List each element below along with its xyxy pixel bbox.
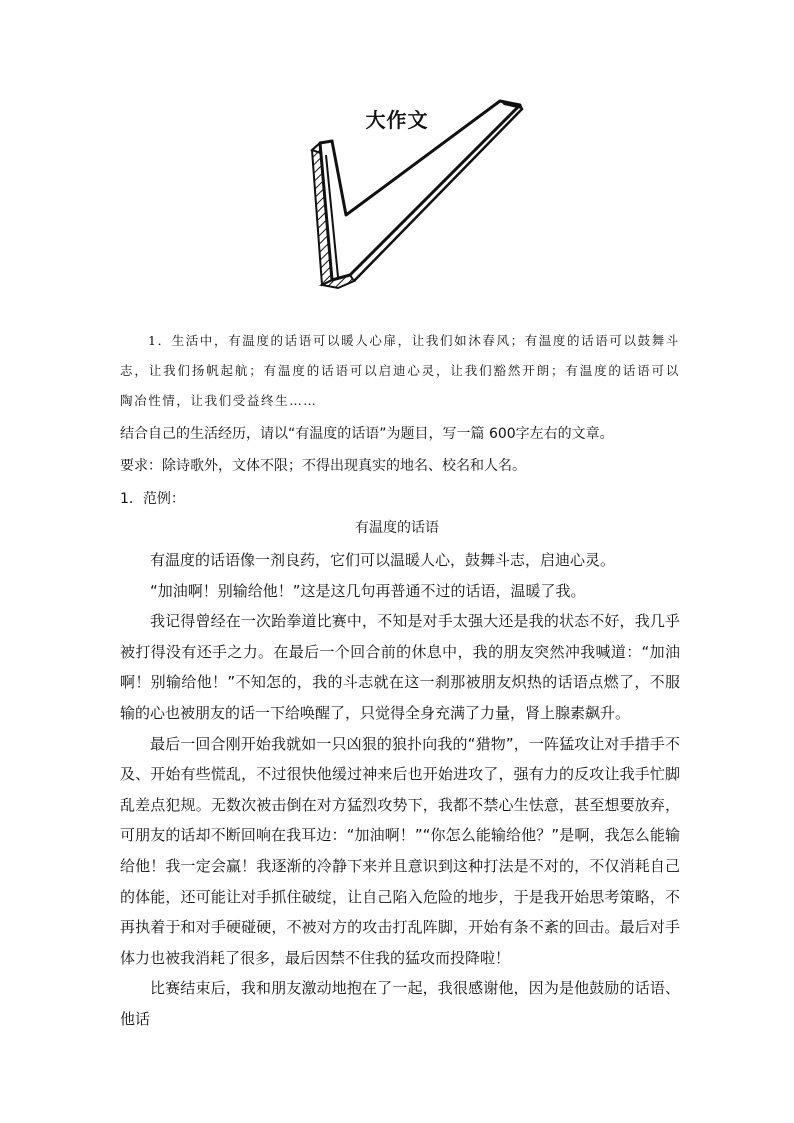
essay-paragraph: 最后一回合刚开始我就如一只凶狠的狼扑向我的“猎物”，一阵猛攻让对手措手不及、开始有些慌乱，不过很快他缓过神来后也开始进攻了，强有力的反攻让我手忙脚乱差点犯规。无数次被击倒在对方猛烈攻势下，我都不禁心生怯意，甚至想要放弃，可朋友的话却不断回响在我耳边：“加油啊！”“你怎么能输给他？”是啊，我怎么能输给他！我一定会赢！我逐渐的冷静下来并且意识到这种打法是不对的，不仅消耗自己的体能，还可能让对手抓住破绽，让自己陷入危险的地步，于是我开始思考策略，不再执着于和对手硬碰硬，不被对方的攻击打乱阵脚，开始有条不紊的回击。最后对手体力也被我消耗了很多，最后因禁不住我的猛攻而投降啦！ [120,734,680,967]
essay-paragraph: 我记得曾经在一次跆拳道比赛中，不知是对手太强大还是我的状态不好，我几乎被打得没有还手之力。在最后一个回合前的休息中，我的朋友突然冲我喊道：“加油啊！别输给他！”不知怎的，我的斗志就在这一刹那被朋友炽热的话语点燃了，不服输的心也被朋友的话一下给唤醒了，只觉得全身充满了力量，肾上腺素飙升。 [120,612,680,722]
page-title: 大作文 [365,108,429,132]
essay-paragraph: “加油啊！别输给他！”这是这几句再普通不过的话语，温暖了我。 [150,581,586,600]
essay-body [120,545,680,1035]
essay-paragraph: 有温度的话语像一剂良药，它们可以温暖人心，鼓舞斗志，启迪心灵。 [150,551,616,569]
prompt-requirement: 要求：除诗歌外，文体不限；不得出现真实的地名、校名和人名。 [120,458,526,474]
essay-title: 有温度的话语 [355,520,439,536]
essay-paragraph: 比赛结束后，我和朋友激动地抱在了一起，我很感谢他，因为是他鼓励的话语、他话 [120,979,680,1028]
prompt-text: 1．生活中，有温度的话语可以暖人心扉，让我们如沐春风；有温度的话语可以鼓舞斗志，让我们扬帆起航；有温度的话语可以启迪心灵，让我们豁然开朗；有温度的话语可以陶冶性情，让我们受益终生…… [120,333,680,408]
example-label: 1．范例： [120,491,185,507]
prompt-instruction: 结合自己的生活经历，请以“有温度的话语”为题目，写一篇 600字左右的文章。 [120,426,614,442]
